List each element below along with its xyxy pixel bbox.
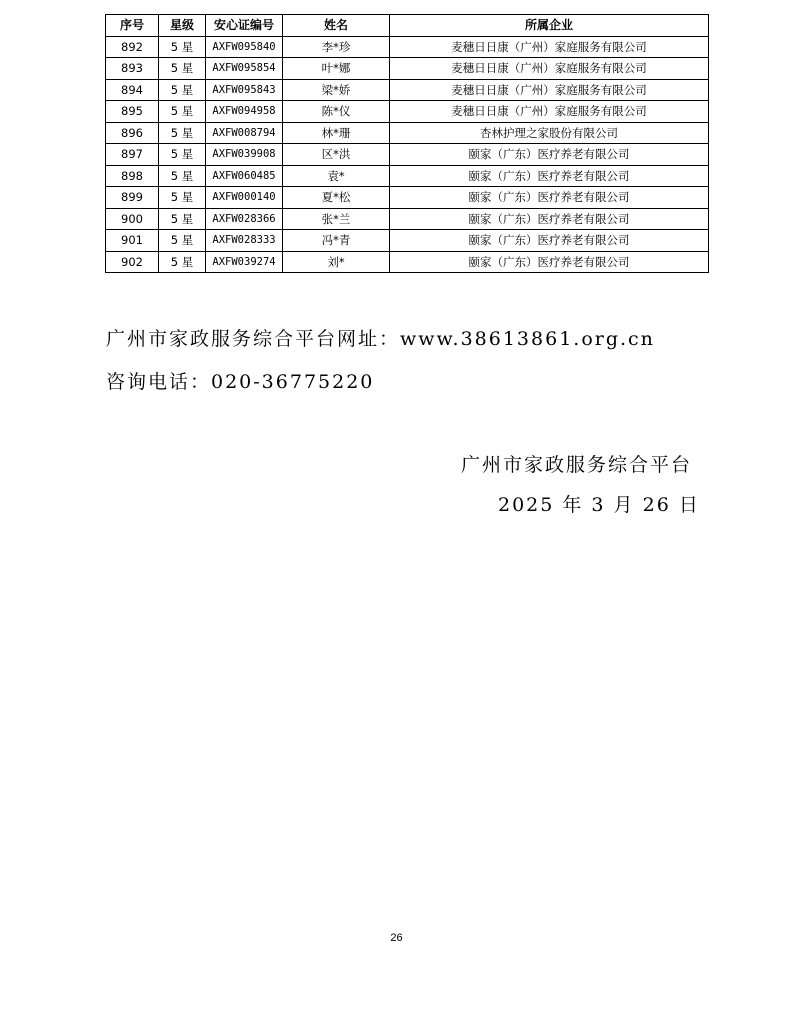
cell-name: 梁*娇	[283, 79, 390, 101]
cell-company: 颐家（广东）医疗养老有限公司	[390, 144, 709, 166]
cell-star-level: 5 星	[159, 251, 206, 273]
cell-serial: 894	[106, 79, 159, 101]
cell-name: 区*洪	[283, 144, 390, 166]
cell-cert-number: AXFW095843	[206, 79, 283, 101]
cell-star-level: 5 星	[159, 58, 206, 80]
cell-company: 颐家（广东）医疗养老有限公司	[390, 251, 709, 273]
cell-serial: 898	[106, 165, 159, 187]
table-row	[106, 58, 709, 80]
table-row	[106, 165, 709, 187]
cell-name: 李*珍	[283, 36, 390, 58]
cell-company: 麦穗日日康（广州）家庭服务有限公司	[390, 58, 709, 80]
cell-cert-number: AXFW039908	[206, 144, 283, 166]
cell-company: 麦穗日日康（广州）家庭服务有限公司	[390, 101, 709, 123]
cell-cert-number: AXFW028366	[206, 208, 283, 230]
cell-cert-number: AXFW028333	[206, 230, 283, 252]
table-header-row	[106, 15, 709, 37]
header-name: 姓名	[283, 15, 390, 37]
cell-cert-number: AXFW000140	[206, 187, 283, 209]
table-row	[106, 230, 709, 252]
cell-star-level: 5 星	[159, 101, 206, 123]
cell-serial: 897	[106, 144, 159, 166]
cell-name: 张*兰	[283, 208, 390, 230]
cell-company: 颐家（广东）医疗养老有限公司	[390, 165, 709, 187]
cell-star-level: 5 星	[159, 144, 206, 166]
cell-name: 夏*松	[283, 187, 390, 209]
cell-serial: 893	[106, 58, 159, 80]
cell-star-level: 5 星	[159, 187, 206, 209]
cell-cert-number: AXFW039274	[206, 251, 283, 273]
table-row	[106, 101, 709, 123]
cell-cert-number: AXFW095854	[206, 58, 283, 80]
cell-name: 冯*青	[283, 230, 390, 252]
signature-organization: 广州市家政服务综合平台	[461, 454, 693, 476]
consultation-phone-line: 咨询电话：020-36775220	[106, 371, 375, 393]
cell-name: 袁*	[283, 165, 390, 187]
cell-star-level: 5 星	[159, 122, 206, 144]
header-company: 所属企业	[390, 15, 709, 37]
cell-company: 麦穗日日康（广州）家庭服务有限公司	[390, 36, 709, 58]
cell-serial: 901	[106, 230, 159, 252]
cell-star-level: 5 星	[159, 230, 206, 252]
table-row	[106, 144, 709, 166]
cell-company: 麦穗日日康（广州）家庭服务有限公司	[390, 79, 709, 101]
cell-name: 叶*娜	[283, 58, 390, 80]
cell-name: 陈*仪	[283, 101, 390, 123]
cell-star-level: 5 星	[159, 36, 206, 58]
header-serial: 序号	[106, 15, 159, 37]
header-star-level: 星级	[159, 15, 206, 37]
cell-company: 颐家（广东）医疗养老有限公司	[390, 208, 709, 230]
cell-cert-number: AXFW008794	[206, 122, 283, 144]
table-row	[106, 187, 709, 209]
table-row	[106, 36, 709, 58]
cell-company: 杏林护理之家股份有限公司	[390, 122, 709, 144]
cell-company: 颐家（广东）医疗养老有限公司	[390, 230, 709, 252]
cell-serial: 895	[106, 101, 159, 123]
cell-cert-number: AXFW094958	[206, 101, 283, 123]
cell-star-level: 5 星	[159, 165, 206, 187]
cell-name: 林*珊	[283, 122, 390, 144]
cell-cert-number: AXFW095840	[206, 36, 283, 58]
page-number: 26	[390, 932, 403, 944]
cell-serial: 902	[106, 251, 159, 273]
cell-cert-number: AXFW060485	[206, 165, 283, 187]
roster-table	[105, 14, 709, 273]
table-row	[106, 79, 709, 101]
table-row	[106, 122, 709, 144]
header-cert-number: 安心证编号	[206, 15, 283, 37]
platform-website-line: 广州市家政服务综合平台网址：www.38613861.org.cn	[106, 328, 655, 350]
cell-star-level: 5 星	[159, 79, 206, 101]
cell-company: 颐家（广东）医疗养老有限公司	[390, 187, 709, 209]
cell-serial: 896	[106, 122, 159, 144]
table-row	[106, 251, 709, 273]
cell-serial: 892	[106, 36, 159, 58]
cell-serial: 899	[106, 187, 159, 209]
cell-star-level: 5 星	[159, 208, 206, 230]
table-row	[106, 208, 709, 230]
cell-serial: 900	[106, 208, 159, 230]
cell-name: 刘*	[283, 251, 390, 273]
signature-date: 2025 年 3 月 26 日	[498, 494, 700, 516]
